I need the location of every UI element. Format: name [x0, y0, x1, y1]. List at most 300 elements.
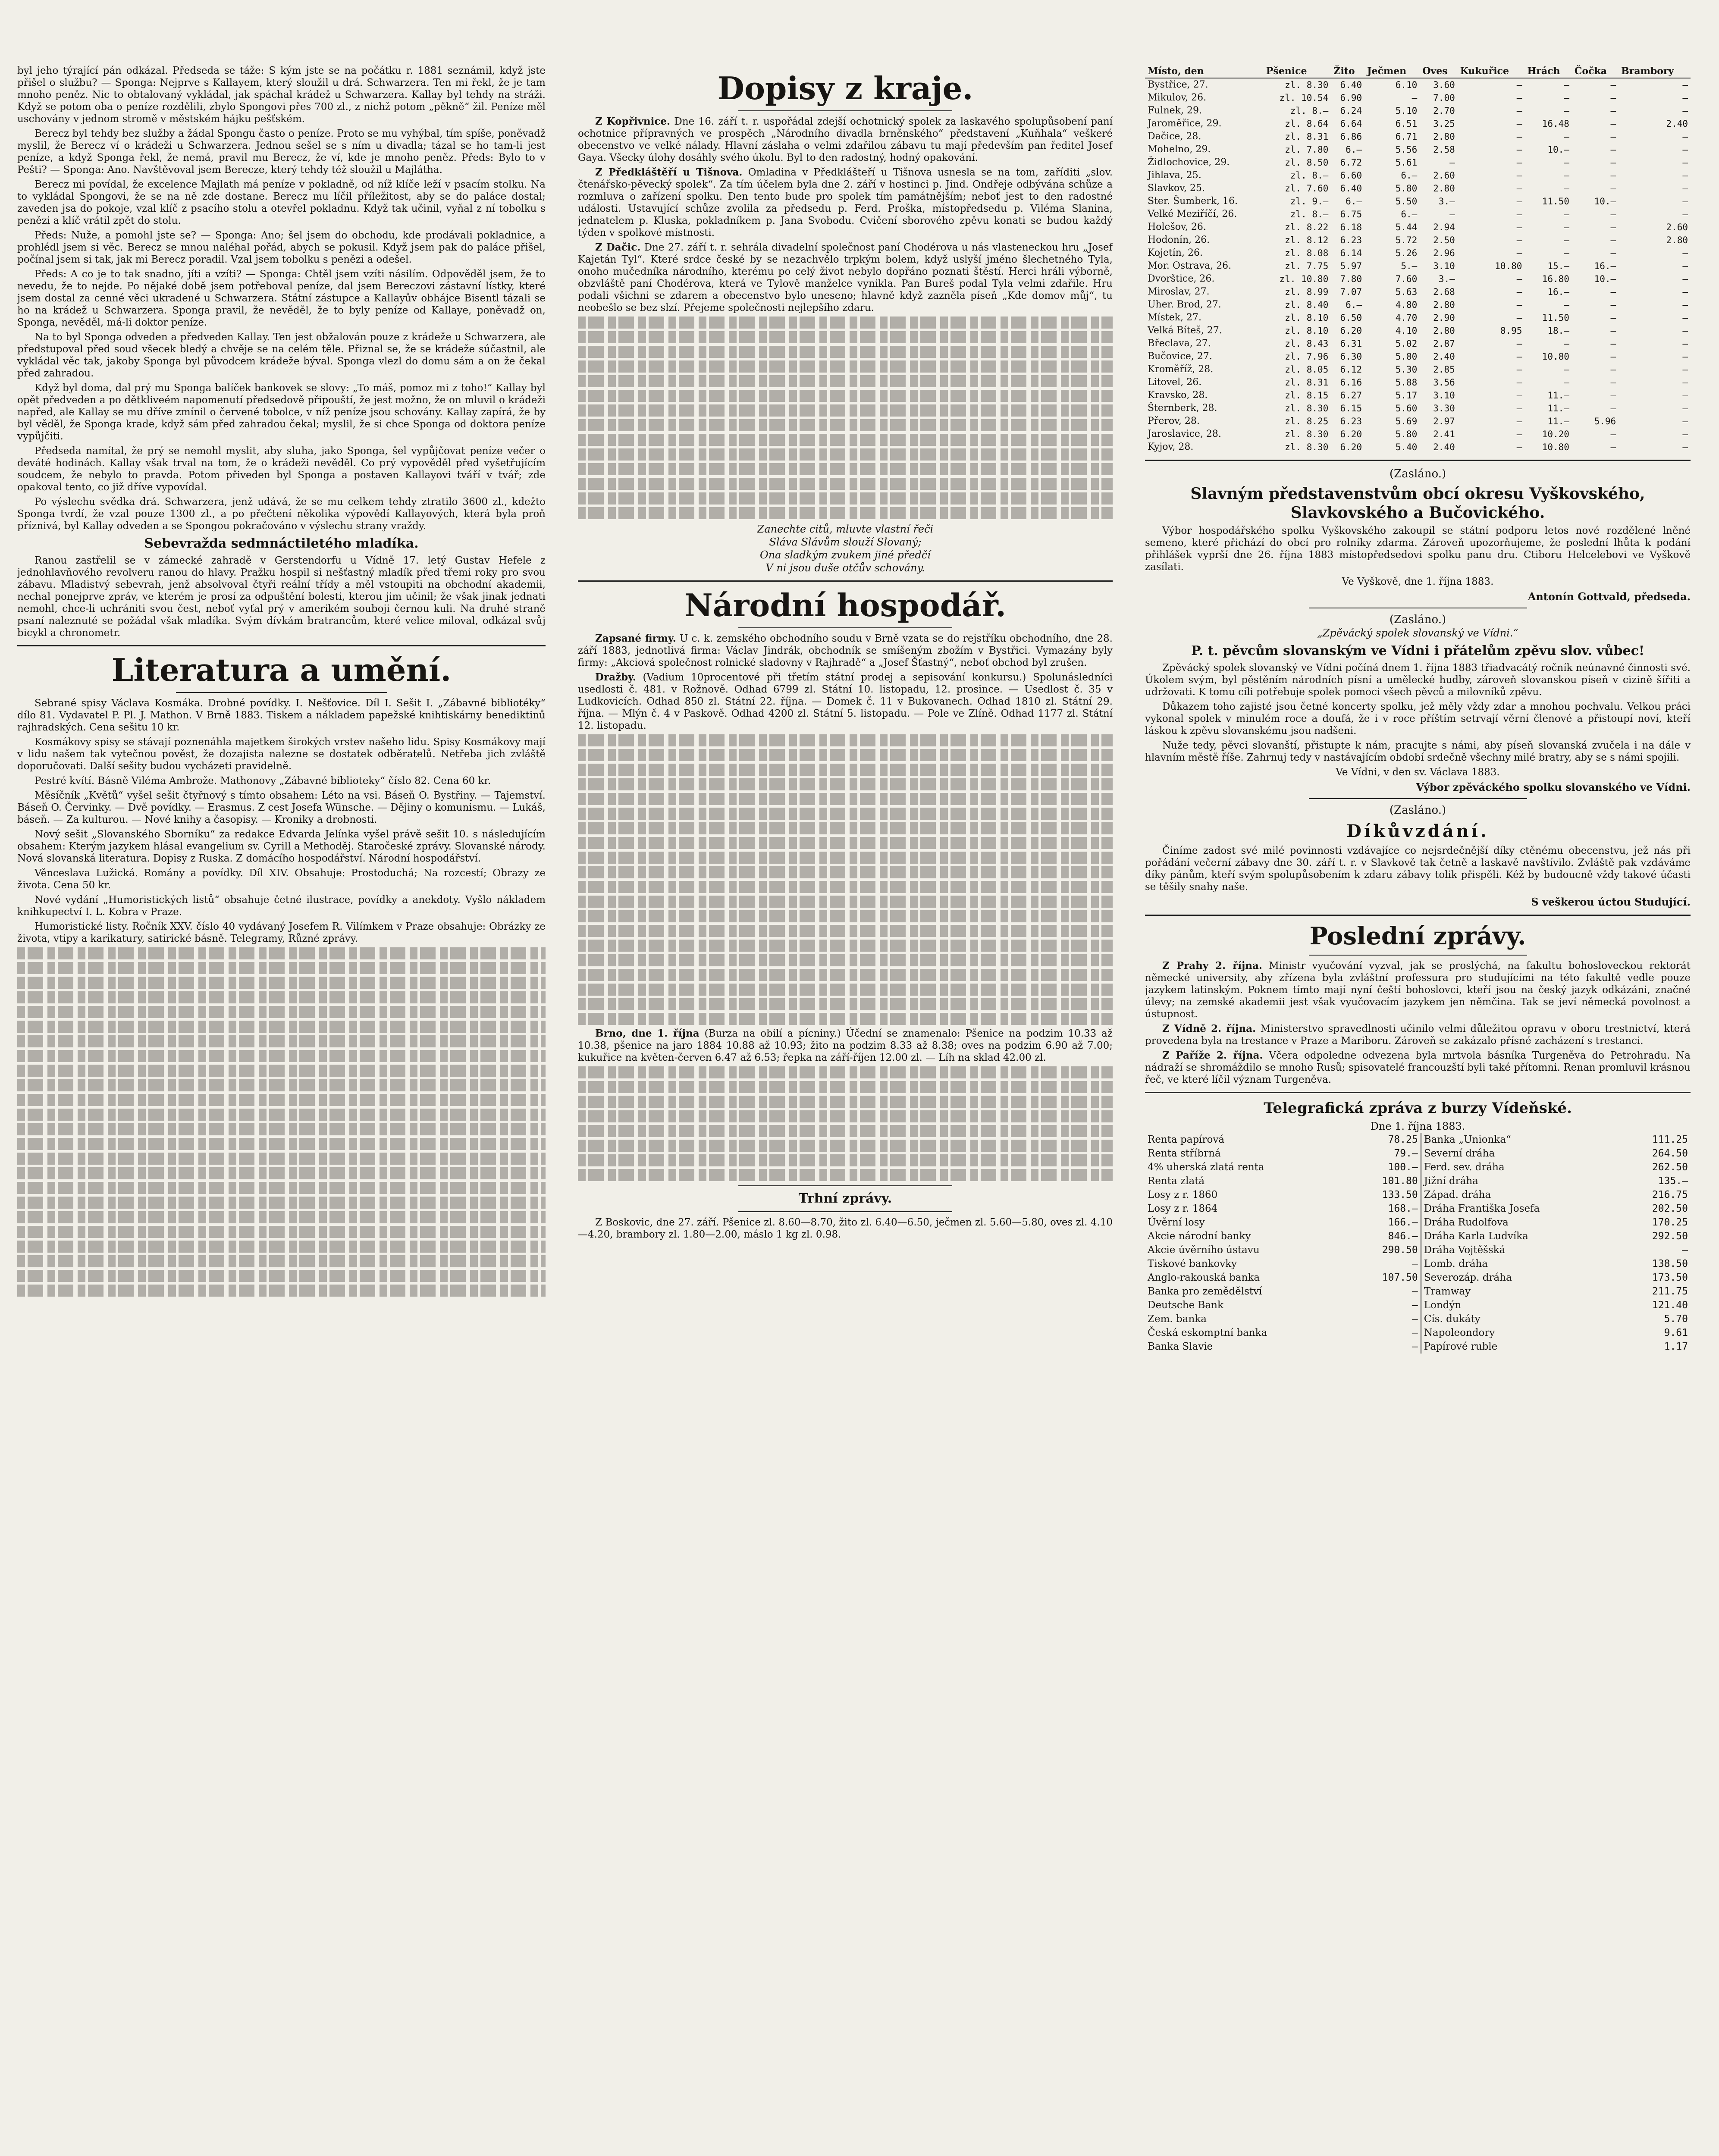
table-row [1145, 91, 1691, 104]
letter-text: Omladina v Předklášteří u Tišnova usnesla se na tom, zaříditi „slov. čtenářsko-pěvecký spolek“. Za tím účelem byla dne 2. září v hostinci p. Jind. Ondřeje odbývána schůze a rozmluva o zařízení spolku. Den tento bude pro spolek tím památnějším; neboť jest to den radostné události. Ustavující schůze zvolila za předsedu p. Ferd. Proška, místopředsedu p. Viléma Slanina, jednatelem p. Kluska, pokladníkem p. Jana Svobodu. Cvičení sborového zpěvu konati se budou každý týden v spolkové místnosti. [578, 167, 1113, 238]
news-text: Ministerstvo spravedlnosti učinilo velmi důležitou opravu v oboru trestnictví, která provedena byla na trestance v Praze a Mariboru. Zároveň se zakázalo přísné zacházení s trestanci. [1145, 1023, 1691, 1047]
table-cell: 5.50 [1395, 196, 1418, 207]
table-row [1145, 376, 1691, 389]
letter-paragraph [578, 166, 1113, 239]
table-cell: Kojetín, 26. [1148, 248, 1203, 258]
table-cell: — [1610, 235, 1616, 245]
table-cell: 3.— [1438, 274, 1455, 284]
table-cell: Holešov, 26. [1148, 222, 1206, 232]
table-row [1145, 1243, 1691, 1257]
table-cell: — [1682, 106, 1688, 116]
table-cell: 11.— [1547, 416, 1569, 426]
table-cell: — [1412, 1286, 1418, 1297]
table-cell: Ster. Šumberk, 16. [1148, 196, 1238, 207]
table-cell: — [1564, 300, 1569, 310]
table-cell: zl. 8.12 [1285, 235, 1329, 245]
section-divider [738, 1185, 952, 1186]
table-cell: 6.75 [1340, 209, 1362, 219]
table-cell: 10.— [1547, 144, 1569, 155]
table-header-cell: Hrách [1525, 65, 1572, 78]
table-cell: — [1516, 351, 1522, 362]
table-cell: 6.51 [1395, 119, 1418, 129]
table-cell: 18.— [1547, 326, 1569, 336]
table-cell: — [1610, 93, 1616, 103]
society-heading: „Zpěvácký spolek slovanský ve Vídni.“ [1317, 627, 1518, 639]
trial-paragraph: byl jeho týrající pán odkázal. Předseda se táže: S kým jste se na počátku r. 1881 seznámil, když jste přišel o službu? — Sponga: Nejprve s Kallayem, který sloužil u drá. Schwarzera. Ten mi řekl, že je tam mnoho peněz. Nic to obtalovaný vykládal, jak spáchal krádež u Schwarzera. Kallay byl tehdy na stráži. Když se potom oba o peníze rozdělili, zbylo Spongovi přes 700 zl., z nichž potom „pěkně“ žil. Peníze měl uschovány v jednom stromě v městském hájku pešťském. [17, 65, 546, 125]
table-cell: 11.— [1547, 390, 1569, 401]
table-cell: 6.— [1401, 209, 1418, 219]
table-row [1145, 1340, 1691, 1354]
table-cell: — [1610, 209, 1616, 219]
table-cell: 10.80 [1542, 351, 1569, 362]
table-cell: 10.80 [1542, 442, 1569, 452]
table-cell: — [1682, 274, 1688, 284]
article-headline: Sebevražda sedmnáctiletého mladíka. [144, 536, 419, 551]
table-cell: 5.80 [1395, 183, 1418, 194]
table-cell: 2.40 [1666, 119, 1688, 129]
table-cell: — [1516, 403, 1522, 414]
table-cell: 138.50 [1652, 1258, 1688, 1269]
news-place: Z Vídně 2. října. [1162, 1023, 1256, 1034]
table-cell: Mikulov, 26. [1148, 92, 1207, 103]
table-cell: zl. 8.10 [1285, 313, 1329, 323]
table-cell: 2.80 [1666, 235, 1688, 245]
newspaper-page [17, 65, 1691, 2156]
table-cell: Velké Meziříčí, 26. [1148, 209, 1237, 219]
table-cell: — [1682, 209, 1688, 219]
table-cell: 10.— [1594, 274, 1616, 284]
table-cell: 135.— [1658, 1175, 1688, 1187]
table-cell: 2.40 [1433, 442, 1455, 452]
table-cell: 173.50 [1652, 1272, 1688, 1283]
table-cell: Jaroměřice, 29. [1148, 118, 1222, 129]
news-text: Ministr vyučování vyzval, jak se proslýchá, na fakultu bohosloveckou rektorát německé university, aby zřízena byla zvláštní professura pro studujícími na této fakultě vedle pouze jazykem latinským. Poknem tímto mají nyní čeští bohoslovci, kteří jsou na český jazyk odkázáni, značné úlevy; na zemské akademii jest však vyučovacím jazykem jen němčina. Tak se jeví německá povolnost a ústupnost. [1145, 960, 1691, 1020]
table-header-cell: Oves [1420, 65, 1457, 78]
table-cell: 6.20 [1340, 442, 1362, 452]
table-cell: — [1516, 442, 1522, 452]
table-cell: — [1682, 442, 1688, 452]
table-cell: Tiskové bankovky [1148, 1258, 1237, 1269]
table-cell: 2.80 [1433, 183, 1455, 194]
table-cell: 5.96 [1594, 416, 1616, 426]
table-cell: Severní dráha [1421, 1147, 1622, 1160]
table-cell: — [1564, 377, 1569, 388]
table-cell: 121.40 [1652, 1300, 1688, 1311]
table-cell: — [1516, 287, 1522, 297]
section-title-market: Trhní zprávy. [798, 1191, 892, 1206]
column-middle [578, 65, 1113, 2156]
economy-keyword: Dražby. [595, 671, 636, 683]
table-cell: zl. 8.22 [1285, 222, 1329, 232]
table-cell: 6.10 [1395, 80, 1418, 90]
table-cell: zl. 10.80 [1279, 274, 1329, 284]
table-cell: Západ. dráha [1421, 1188, 1622, 1202]
table-cell: zl. 8.50 [1285, 157, 1329, 168]
column-right [1145, 65, 1691, 2156]
table-cell: — [1610, 183, 1616, 194]
economy-text: (Vadium 10procentové při třetím státní prodej a sepisování konkursu.) Spolunásledníci usedlosti č. 481. v Rožnově. Odhad 6799 zl. Státní 10. listopadu, 12. prosince. — Usedlost č. 35 v Ludkovicích. Odhad 850 zl. Státní 22. října. — Domek č. 11 v Bukovanech. Odhad 1810 zl. Státní 29. října. — Mlýn č. 4 v Paskově. Odhad 4200 zl. Státní 5. listopadu. — Pole ve Zlíně. Odhad 1177 zl. Státní 12. listopadu. [578, 672, 1113, 731]
table-cell: 6.31 [1340, 338, 1362, 349]
table-cell: 133.50 [1382, 1189, 1418, 1200]
table-cell: — [1610, 390, 1616, 401]
table-cell: Česká eskomptní banka [1148, 1327, 1267, 1338]
table-cell: 264.50 [1652, 1148, 1688, 1159]
table-cell: Dráha Františka Josefa [1421, 1202, 1622, 1216]
table-cell: zl. 8.40 [1285, 300, 1329, 310]
table-cell: zl. 8.— [1290, 106, 1329, 116]
table-cell: 5.02 [1395, 338, 1418, 349]
section-divider [1145, 460, 1691, 461]
table-cell: Jaroslavice, 28. [1148, 429, 1221, 439]
poem [578, 523, 1113, 574]
table-cell: 16.80 [1542, 274, 1569, 284]
table-cell: — [1610, 248, 1616, 258]
table-cell: 3.10 [1433, 390, 1455, 401]
table-row [1145, 389, 1691, 402]
table-cell: 6.40 [1340, 183, 1362, 194]
table-cell: — [1682, 144, 1688, 155]
table-cell: 2.40 [1433, 351, 1455, 362]
table-row [1145, 1326, 1691, 1340]
table-row [1145, 324, 1691, 337]
table-cell: 6.20 [1340, 326, 1362, 336]
table-cell: 7.80 [1340, 274, 1362, 284]
table-cell: Cís. dukáty [1421, 1312, 1622, 1326]
table-cell: zl. 9.— [1290, 196, 1329, 207]
table-row [1145, 1174, 1691, 1188]
table-cell: — [1682, 326, 1688, 336]
sent-in-label: (Zasláno.) [1389, 467, 1446, 480]
table-cell: 9.61 [1664, 1327, 1688, 1338]
table-cell: 4.10 [1395, 326, 1418, 336]
table-cell: — [1449, 157, 1455, 168]
table-row [1145, 350, 1691, 363]
table-cell: Šternberk, 28. [1148, 403, 1217, 414]
table-cell: zl. 8.15 [1285, 390, 1329, 401]
table-row [1145, 182, 1691, 195]
column-left [17, 65, 546, 2156]
table-cell: 2.87 [1433, 338, 1455, 349]
table-cell: Břeclava, 27. [1148, 338, 1211, 349]
stock-report-date: Dne 1. října 1883. [1370, 1120, 1465, 1132]
section-divider [1309, 798, 1527, 799]
table-row [1145, 260, 1691, 273]
table-cell: — [1682, 351, 1688, 362]
table-cell: — [1610, 377, 1616, 388]
section-title-latest-news: Poslední zprávy. [1309, 922, 1526, 950]
table-cell: Židlochovice, 29. [1148, 157, 1230, 168]
section-divider [17, 645, 546, 646]
table-row [1145, 208, 1691, 221]
table-cell: Renta stříbrná [1148, 1148, 1221, 1159]
table-cell: Napoleondory [1421, 1326, 1622, 1340]
literature-paragraph: Nové vydání „Humoristických listů“ obsahuje četné ilustrace, povídky a anekdoty. Vyšlo nákladem knihkupectví I. L. Kobra v Praze. [17, 894, 546, 918]
table-cell: zl. 8.08 [1285, 248, 1329, 258]
economy-text: U c. k. zemského obchodního soudu v Brně vzata se do rejstříku obchodního, dne 28. září 1883, jednotlivá firma: Václav Jindrák, obchodník se smíšeným zbožím v Bystřici. Vymazány byly firmy: „Akciová společnost rolnické sladovny v Rajhradě“ a „Josef Šťastný“, neboť obchod byl zrušen. [578, 633, 1113, 668]
table-cell: — [1610, 403, 1616, 414]
table-row [1145, 1133, 1691, 1147]
table-cell: zl. 8.30 [1285, 429, 1329, 439]
table-cell: 4.70 [1395, 313, 1418, 323]
table-row [1145, 78, 1691, 91]
table-cell: 2.50 [1433, 235, 1455, 245]
literature-paragraph: Nový sešit „Slovanského Sborníku“ za redakce Edvarda Jelínka vyšel právě sešit 10. s následujícím obsahem: Kterým jazykem hlásal evangelium sv. Cyrill a Methoděj. Staročeské zprávy. Slovanské národy. Nová slovanská literatura. Dopisy z Ruska. Z domácího hospodářství. Národní hospodářství. [17, 829, 546, 864]
table-cell: Mohelno, 29. [1148, 144, 1211, 155]
table-cell: zl. 8.43 [1285, 338, 1329, 349]
table-cell: 6.— [1346, 300, 1362, 310]
table-cell: — [1682, 364, 1688, 375]
table-cell: — [1516, 429, 1522, 439]
table-cell: 11.50 [1542, 313, 1569, 323]
trial-paragraph: Po výslechu svědka drá. Schwarzera, jenž udává, že se mu celkem tehdy ztratilo 3600 zl., kdežto Sponga tvrdí, že vzal pouze 1300 zl., a po přečtení několika výpovědí Kallayových, která byla proň příznivá, byl Kallay odveden a se Spongou pokračováno v výslechu strany vraždy. [17, 496, 546, 532]
table-cell: 1.17 [1664, 1341, 1688, 1352]
table-cell: — [1682, 183, 1688, 194]
table-cell: — [1516, 183, 1522, 194]
section-divider [1145, 915, 1691, 916]
table-cell: 6.60 [1340, 170, 1362, 181]
table-cell: — [1682, 196, 1688, 207]
table-cell: — [1516, 364, 1522, 375]
table-cell: 170.25 [1652, 1217, 1688, 1228]
table-cell: 101.80 [1382, 1175, 1418, 1187]
table-cell: Bystřice, 27. [1148, 79, 1208, 90]
table-cell: 4.80 [1395, 300, 1418, 310]
table-cell: Litovel, 26. [1148, 377, 1202, 388]
table-cell: — [1564, 364, 1569, 375]
notice-date: Ve Vyškově, dne 1. října 1883. [1342, 576, 1494, 587]
section-divider [1309, 955, 1527, 956]
table-cell: — [1412, 1300, 1418, 1311]
table-cell: 6.— [1346, 144, 1362, 155]
table-cell: — [1564, 248, 1569, 258]
table-cell: 168.— [1388, 1203, 1418, 1214]
table-cell: Londýn [1421, 1298, 1622, 1312]
table-cell: — [1610, 132, 1616, 142]
table-cell: Losy z r. 1864 [1148, 1203, 1218, 1214]
table-cell: — [1516, 274, 1522, 284]
table-row [1145, 1229, 1691, 1243]
table-cell: — [1516, 338, 1522, 349]
table-cell: 5.80 [1395, 429, 1418, 439]
table-row [1145, 169, 1691, 182]
table-cell: 6.15 [1340, 403, 1362, 414]
table-cell: 6.50 [1340, 313, 1362, 323]
stock-rows [1145, 1133, 1691, 1354]
table-cell: 10.80 [1495, 261, 1522, 271]
table-cell: 107.50 [1382, 1272, 1418, 1283]
table-cell: Akcie úvěrního ústavu [1148, 1244, 1260, 1256]
table-cell: 290.50 [1382, 1244, 1418, 1256]
table-cell: 8.95 [1500, 326, 1522, 336]
table-row [1145, 1271, 1691, 1285]
table-header-cell: Brambory [1619, 65, 1691, 78]
table-cell: Zem. banka [1148, 1313, 1207, 1325]
poem-line: V ni jsou duše otčův schovány. [765, 562, 925, 574]
table-cell: — [1682, 313, 1688, 323]
poem-line: Sláva Slávům slouží Slovaný; [769, 536, 922, 548]
table-cell: 111.25 [1652, 1134, 1688, 1145]
table-cell: Dvorštice, 26. [1148, 273, 1215, 284]
table-row [1145, 363, 1691, 376]
table-cell: 16.— [1547, 287, 1569, 297]
table-cell: 846.— [1388, 1231, 1418, 1242]
table-cell: 2.94 [1433, 222, 1455, 232]
table-cell: 5.— [1401, 261, 1418, 271]
letter-place: Z Předkláštěří u Tišnova. [595, 166, 743, 178]
table-cell: — [1516, 157, 1522, 168]
notice-text: Důkazem toho zajisté jsou četné koncerty spolku, jež měly vždy zdar a mnohou pochvalu. Velkou práci vykonal spolek v minulém roce a doufá, že i v roce příštím setrvají věrní členové a přistoupí noví, kteří láskou k zpěvu slovanskému jsou nadšeni. [1145, 701, 1691, 736]
literature-paragraph: Pestré kvítí. Básně Viléma Ambrože. Mathonovy „Zábavné biblioteky“ číslo 82. Cena 60 kr. [35, 775, 491, 787]
notice-title: P. t. pěvcům slovanským ve Vídni i přátelům zpěvu slov. vůbec! [1191, 643, 1645, 658]
illegible-text-block [17, 947, 546, 1297]
table-cell: 216.75 [1652, 1189, 1688, 1200]
table-cell: Banka „Unionka“ [1421, 1133, 1622, 1147]
table-cell: — [1610, 351, 1616, 362]
table-cell: — [1682, 248, 1688, 258]
table-cell: Severozáp. dráha [1421, 1271, 1622, 1285]
table-cell: 5.72 [1395, 235, 1418, 245]
table-cell: — [1564, 132, 1569, 142]
table-cell: — [1516, 209, 1522, 219]
table-cell: — [1516, 235, 1522, 245]
table-cell: — [1449, 209, 1455, 219]
table-cell: — [1682, 403, 1688, 414]
table-cell: — [1564, 183, 1569, 194]
table-cell: 2.41 [1433, 429, 1455, 439]
table-cell: — [1682, 157, 1688, 168]
table-header-cell: Žito [1331, 65, 1365, 78]
table-cell: — [1682, 416, 1688, 426]
table-cell: — [1564, 222, 1569, 232]
table-cell: 5.61 [1395, 157, 1418, 168]
table-cell: 292.50 [1652, 1231, 1688, 1242]
table-cell: 6.27 [1340, 390, 1362, 401]
table-cell: — [1516, 119, 1522, 129]
table-cell: — [1412, 1341, 1418, 1352]
table-cell: zl. 8.05 [1285, 364, 1329, 375]
table-cell: 6.71 [1395, 132, 1418, 142]
table-cell: — [1516, 170, 1522, 181]
table-cell: 3.— [1438, 196, 1455, 207]
table-cell: — [1516, 93, 1522, 103]
table-cell: Deutsche Bank [1148, 1300, 1223, 1311]
table-cell: Dráha Rudolfova [1421, 1216, 1622, 1229]
table-cell: — [1412, 1258, 1418, 1269]
news-paragraph [1145, 960, 1691, 1020]
table-header-cell: Místo, den [1145, 65, 1264, 78]
table-cell: Akcie národní banky [1148, 1231, 1251, 1242]
table-header-row [1145, 65, 1691, 78]
table-row [1145, 104, 1691, 117]
news-place: Z Paříže 2. října. [1162, 1050, 1263, 1061]
table-cell: zl. 8.— [1290, 209, 1329, 219]
table-cell: 6.72 [1340, 157, 1362, 168]
table-cell: 2.58 [1433, 144, 1455, 155]
table-cell: — [1412, 1327, 1418, 1338]
table-cell: Dráha Vojtěšská [1421, 1243, 1622, 1257]
table-cell: — [1564, 106, 1569, 116]
table-cell: 166.— [1388, 1217, 1418, 1228]
table-cell: — [1610, 287, 1616, 297]
table-cell: 5.63 [1395, 287, 1418, 297]
table-cell: Hodonín, 26. [1148, 235, 1210, 245]
trial-paragraph: Berecz mi povídal, že excelence Majlath má peníze v pokladně, od níž klíče leží v psacím stolku. Na to vykládal Spongovi, že se na ně zde dostane. Berecz mu líčil příležitost, aby se do paláce dostal; zaveden jsa do pokoje, vzal klíč z psacího stolu a otevřel pokladnu. Když tak učinil, vyňal z ní tobolku s penězi a klíč vrátil zpět do stolu. [17, 179, 546, 226]
table-cell: — [1516, 106, 1522, 116]
letter-text: Dne 27. září t. r. sehrála divadelní společnost paní Chodérova u nás vlasteneckou hru „Josef Kajetán Tyl“. Které srdce české by se nezachvělo trpkým bolem, když uslyší jméno šlechetného Tyla, onoho mučedníka národního, kterému po celý život nebylo dopřáno poznati štěstí. Herci hráli výborně, obzvláště paní Chodérova, která ve Tylově manželce vynikla. Pan Bureš podal Tyla velmi zdařile. Hru podali všichni se zdarem a obecenstvo bylo uneseno; hlavně když zazněla píseň „Kde domov můj“, tu neobešlo se bez slzí. Přejeme společnosti nejlepšího zdaru. [578, 242, 1113, 313]
letter-paragraph [578, 241, 1113, 314]
table-row [1145, 1147, 1691, 1160]
section-title-letters: Dopisy z kraje. [717, 70, 973, 107]
table-cell: zl. 8.31 [1285, 132, 1329, 142]
table-cell: — [1610, 80, 1616, 90]
economy-paragraph [578, 633, 1113, 669]
table-cell: 3.25 [1433, 119, 1455, 129]
table-cell: zl. 8.30 [1285, 403, 1329, 414]
table-cell: 6.86 [1340, 132, 1362, 142]
table-header-cell: Kukuřice [1458, 65, 1525, 78]
table-cell: — [1564, 235, 1569, 245]
illegible-text-block [578, 317, 1113, 519]
table-cell: 7.07 [1340, 287, 1362, 297]
notice-signature: Výbor zpěváckého spolku slovanského ve Vídni. [1416, 781, 1691, 793]
table-cell: 5.88 [1395, 377, 1418, 388]
table-row [1145, 337, 1691, 350]
table-cell: Losy z r. 1860 [1148, 1189, 1218, 1200]
table-cell: 6.14 [1340, 248, 1362, 258]
table-cell: 6.40 [1340, 80, 1362, 90]
table-cell: — [1516, 313, 1522, 323]
table-cell: — [1610, 364, 1616, 375]
table-cell: — [1516, 222, 1522, 232]
table-cell: Miroslav, 27. [1148, 286, 1210, 297]
table-cell: 5.17 [1395, 390, 1418, 401]
table-cell: 5.44 [1395, 222, 1418, 232]
table-cell: Jihlava, 25. [1148, 170, 1201, 181]
table-cell: 6.23 [1340, 416, 1362, 426]
table-cell: 2.60 [1433, 170, 1455, 181]
grain-price-rows [1145, 78, 1691, 454]
table-cell: Jižní dráha [1421, 1174, 1622, 1188]
table-cell: 79.— [1394, 1148, 1418, 1159]
table-row [1145, 195, 1691, 208]
table-cell: 262.50 [1652, 1162, 1688, 1173]
table-row [1145, 1160, 1691, 1174]
table-cell: 7.00 [1433, 93, 1455, 103]
table-cell: zl. 8.99 [1285, 287, 1329, 297]
table-cell: — [1610, 338, 1616, 349]
letter-text: Dne 16. září t. r. uspořádal zdejší ochotnický spolek za laskavého spolupůsobení paní ochotnice přípravných ve prospěch „Národního divadla brněnského“ představení „Kuňhala“ veškeré obecenstvo ve velké nálady. Hlavní záslaha o velmi zdařilou zábavu tu mají především pan ředitel Josef Gaya. Všecky úlohy dosáhly svého úkolu. Byl to den radostný, hodný opakování. [578, 116, 1113, 163]
table-cell: 3.60 [1433, 80, 1455, 90]
table-cell: 5.97 [1340, 261, 1362, 271]
table-cell: 2.68 [1433, 287, 1455, 297]
table-cell: — [1682, 170, 1688, 181]
notice-text: Zpěvácký spolek slovanský ve Vídni počíná dnem 1. října 1883 třiadvacátý ročník neúnavné činnosti své. Úkolem svým, byl pěstěním národních písní a umělecké hudby, zároveň slovanskou píseň v cizině šířiti a udržovati. K tomu cíli potřebuje spolek pomoci všech pěvců a milovníků zpěvu. [1145, 662, 1691, 698]
table-cell: — [1682, 287, 1688, 297]
trial-paragraph: Když byl doma, dal prý mu Sponga balíček bankovek se slovy: „To máš, pomoz mi z toho!“ Kallay byl opět předveden a po dětkliveém napomenutí předsedově připouští, že jest možno, že on mluvil o krádeži napřed, ale Kallay se mu dříve zmínil o červené tobolce, v níž peníze jsou schovány. Kallay zapírá, že by byl věděl, že Sponga krade, když sám před zahradou čekal; myslil, že si chce Sponga od doktora peníze vypůjčiti. [17, 382, 546, 442]
table-cell: 2.80 [1433, 300, 1455, 310]
table-cell: — [1610, 300, 1616, 310]
table-cell: — [1516, 377, 1522, 388]
table-cell: zl. 8.30 [1285, 80, 1329, 90]
table-cell: zl. 8.30 [1285, 442, 1329, 452]
table-row [1145, 285, 1691, 298]
table-cell: 11.— [1547, 403, 1569, 414]
table-cell: 5.30 [1395, 364, 1418, 375]
stock-exchange-table [1145, 1133, 1691, 1354]
table-cell: — [1564, 209, 1569, 219]
letter-place: Z Dačic. [595, 241, 641, 253]
notice-text: Činíme zadost své milé povinnosti vzdávajíce co nejsrdečnější díky ctěnému obecenstvu, jež nás při pořádání večerní zábavy dne 30. září t. r. v Slavkově tak četně a laskavě navštívilo. Zvláště pak vzdáváme díky pánům, kteří svým spolupůsobením k zdaru zábavy tolik přispěli. Kéž by budoucně vždy takové účasti se těšily snahy naše. [1145, 845, 1691, 893]
